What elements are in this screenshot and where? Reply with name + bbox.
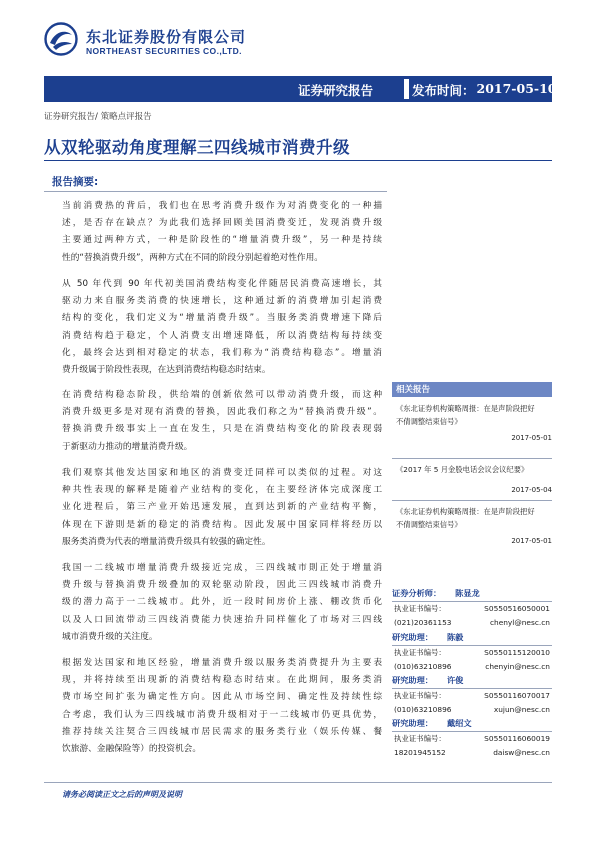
related-report-title[interactable]: 《东北证券机构策略周报：在是声阶段把好: [396, 404, 535, 413]
analyst-row-value: S0550115120010: [484, 648, 550, 657]
text-line: 级的潜力高于一二线城市。此外，近一段时间房价上涨、棚改货币化: [62, 597, 382, 608]
analyst-row-value: S0550516050001: [484, 604, 550, 613]
summary-paragraph-3: [62, 387, 382, 456]
text-line: 根据发达国家和地区经验，增量消费升级以服务类消费提升为主要表: [62, 658, 382, 668]
related-report-date: 2017-05-01: [511, 537, 552, 545]
sidebar: [392, 0, 552, 842]
analyst-heading: 证券分析师： 陈显龙: [392, 588, 552, 602]
summary-heading-box: [44, 170, 387, 192]
text-line: 消费升级更多是对现有消费的替换，因此我们称之为“替换消费升级”。: [62, 407, 382, 418]
related-report-item[interactable]: [396, 402, 552, 445]
summary-paragraph-2: [62, 276, 382, 379]
analyst-phone: 18201945152: [394, 747, 446, 757]
analyst-phone: (010)63210896: [394, 661, 452, 671]
summary-paragraph-5: [62, 560, 382, 646]
related-report-title-cont[interactable]: 不倩调整结束信号》: [396, 417, 462, 426]
text-line: 从 50 年代到 90 年代初美国消费结构变化伴随居民消费高速增长，其: [62, 279, 382, 289]
related-reports-heading-box: [392, 382, 552, 397]
analyst-name: 戴绍文: [446, 718, 472, 728]
text-line: 现，并将持续至出现新的消费结构稳态时结束。在此期间，服务类消: [62, 675, 382, 686]
analyst-row: [392, 660, 552, 674]
text-line: 种共性表现的解释是随着产业结构的变化，在主要经济体完成深度工: [62, 485, 382, 496]
analyst-phone: (021)20361153: [394, 617, 452, 627]
related-report-date: 2017-05-04: [511, 486, 552, 494]
analyst-role: 证券分析师: [392, 588, 433, 598]
breadcrumb: 证券研究报告/ 策略点评报告: [44, 112, 152, 122]
text-line: 费市场空间扩张为确定性方向。因此从市场空间、确定性及持续性综: [62, 692, 382, 703]
company-logo: [44, 22, 374, 60]
analyst-card: [392, 632, 552, 673]
text-line: 费升级属于阶段性表现，在达到消费结构稳态时结束。: [62, 365, 271, 376]
analyst-name: 陈显龙: [455, 588, 480, 598]
footer-disclaimer[interactable]: 请务必阅读正文之后的声明及说明: [62, 790, 182, 799]
text-line: 性的“替换消费升级”，两种方式在不同的阶段分别起着绝对性作用。: [62, 252, 323, 263]
text-line: 于新驱动力推动的增量消费升级。: [62, 441, 193, 452]
analyst-heading: 研究助理： 戴绍文: [392, 718, 552, 732]
analyst-row: [392, 746, 552, 760]
analyst-row-label: 执业证书编号：: [394, 604, 446, 613]
analyst-card: [392, 588, 552, 629]
analyst-card: [392, 675, 552, 716]
related-report-title[interactable]: 《2017 年 5 月金股电话会议会议纪要》: [396, 465, 529, 474]
northeast-securities-logo-icon: [44, 22, 78, 56]
text-line: 化，最终会达到相对稳定的状态，我们称为“消费结构稳态”。增量消: [62, 347, 382, 358]
related-report-date: 2017-05-01: [511, 434, 552, 442]
analyst-name: 许俊: [446, 675, 464, 685]
related-report-item[interactable]: [396, 463, 552, 497]
analyst-row-label: 执业证书编号：: [394, 648, 446, 657]
summary-heading: 报告摘要:: [52, 176, 99, 188]
company-name-en: NORTHEAST SECURITIES CO.,LTD.: [86, 46, 242, 56]
analyst-heading: 研究助理： 许俊: [392, 675, 552, 689]
text-line: 合考虑，我们认为三四线城市消费升级相对于一二线城市仍更具优势，: [62, 709, 382, 720]
text-line: 我国一二线城市增量消费升级接近完成，三四线城市則正处于增量消: [62, 563, 382, 573]
related-divider: [392, 458, 552, 459]
related-divider: [392, 500, 552, 501]
analyst-heading: 研究助理： 陈毅: [392, 632, 552, 646]
related-report-title-cont[interactable]: 不倩调整结束信号》: [396, 520, 462, 529]
analyst-phone: (010)63210896: [394, 704, 452, 714]
text-line: 体现在下游則是新的稳定的消费结构。因此发展中国家同样将经历以: [62, 519, 382, 530]
summary-paragraph-4: [62, 465, 382, 551]
text-line: 费升级与替换消费升级叠加的双轮驱动阶段，因此三四线城市消费升: [62, 580, 382, 591]
analyst-row: [392, 646, 552, 660]
summary-paragraph-1: [62, 198, 382, 267]
analyst-email[interactable]: daisw@nesc.cn: [493, 747, 550, 757]
text-line: 消费结构趋于稳定，个人消费支出增速降低，所以消费结构每持续变: [62, 330, 382, 341]
analyst-email[interactable]: xujun@nesc.cn: [493, 704, 550, 714]
related-reports-heading: 相关报告: [396, 385, 431, 395]
analyst-row: [392, 689, 552, 703]
analyst-row-label: 执业证书编号：: [394, 734, 446, 743]
company-name-cn: 东北证券股份有限公司: [86, 28, 247, 46]
text-line: 主要通过两种方式，一种是阶段性的“增量消费升级”，另一种是持续: [62, 235, 382, 246]
analyst-row: [392, 732, 552, 746]
text-line: 述，是否存在缺点？为此我们选择回顾美国消费变迁，发现消费升级: [62, 218, 382, 229]
related-report-title[interactable]: 《东北证券机构策略周报：在是声阶段把好: [396, 507, 535, 516]
text-line: 当前消费热的背后，我们也在思考消费升级作为对消费变化的一种描: [62, 201, 382, 211]
text-line: 服务类消费为代表的增量消费升级具有较强的确定性。: [62, 536, 271, 547]
text-line: 推荐持续关注契合三四线城市居民需求的服务类行业（娱乐传媒、餐: [62, 726, 382, 737]
analyst-row-value: S0550116060019: [484, 734, 550, 743]
report-type-label: 证券研究报告: [298, 83, 374, 98]
text-line: 我们观察其他发达国家和地区的消费变迁同样可以类似的过程。对这: [62, 468, 382, 478]
analyst-role: 研究助理: [392, 675, 425, 685]
summary-paragraph-6: [62, 655, 382, 758]
analyst-row: [392, 602, 552, 616]
text-line: 替换消费升级事实上一直在发生，只是在消费结构变化的阶段表现弱: [62, 424, 382, 435]
analyst-role: 研究助理: [392, 632, 425, 642]
related-report-item[interactable]: [396, 505, 552, 548]
analyst-email[interactable]: chenyin@nesc.cn: [485, 661, 550, 671]
text-line: 城市消费升级的关注度。: [62, 631, 158, 642]
footer-divider: [44, 782, 552, 783]
analyst-name: 陈毅: [446, 632, 464, 642]
page-title: 从双轮驱动角度理解三四线城市消费升级: [44, 138, 350, 157]
analyst-email[interactable]: chenyl@nesc.cn: [489, 617, 550, 627]
analyst-row: [392, 616, 552, 630]
text-line: 饮旅游、金融保险等）的投资机会。: [62, 744, 201, 755]
analyst-role: 研究助理: [392, 718, 425, 728]
publish-date-value: 2017-05-10: [476, 81, 557, 96]
analyst-row-value: S0550116070017: [484, 691, 550, 700]
publish-date-label: 发布时间：: [412, 83, 475, 98]
text-line: 业化进程后，第三产业开始迅速发展，直到达到新的产业结构平衡，: [62, 502, 382, 513]
text-line: 在消费结构稳态阶段，供给端的创新依然可以带动消费升级，而这种: [62, 390, 382, 400]
text-line: 驱动力来自服务类消费的快速增长，这种通过新的消费增加引起消费: [62, 296, 382, 307]
text-line: 结构的变化，我们定义为“增量消费升级”。当服务类消费增速下降后: [62, 313, 382, 324]
analyst-row-label: 执业证书编号：: [394, 691, 446, 700]
text-line: 以及人口回流带动三四线消费能力快速抬升同样催化了市场对三四线: [62, 614, 382, 625]
analyst-card: [392, 718, 552, 759]
analyst-row: [392, 703, 552, 717]
